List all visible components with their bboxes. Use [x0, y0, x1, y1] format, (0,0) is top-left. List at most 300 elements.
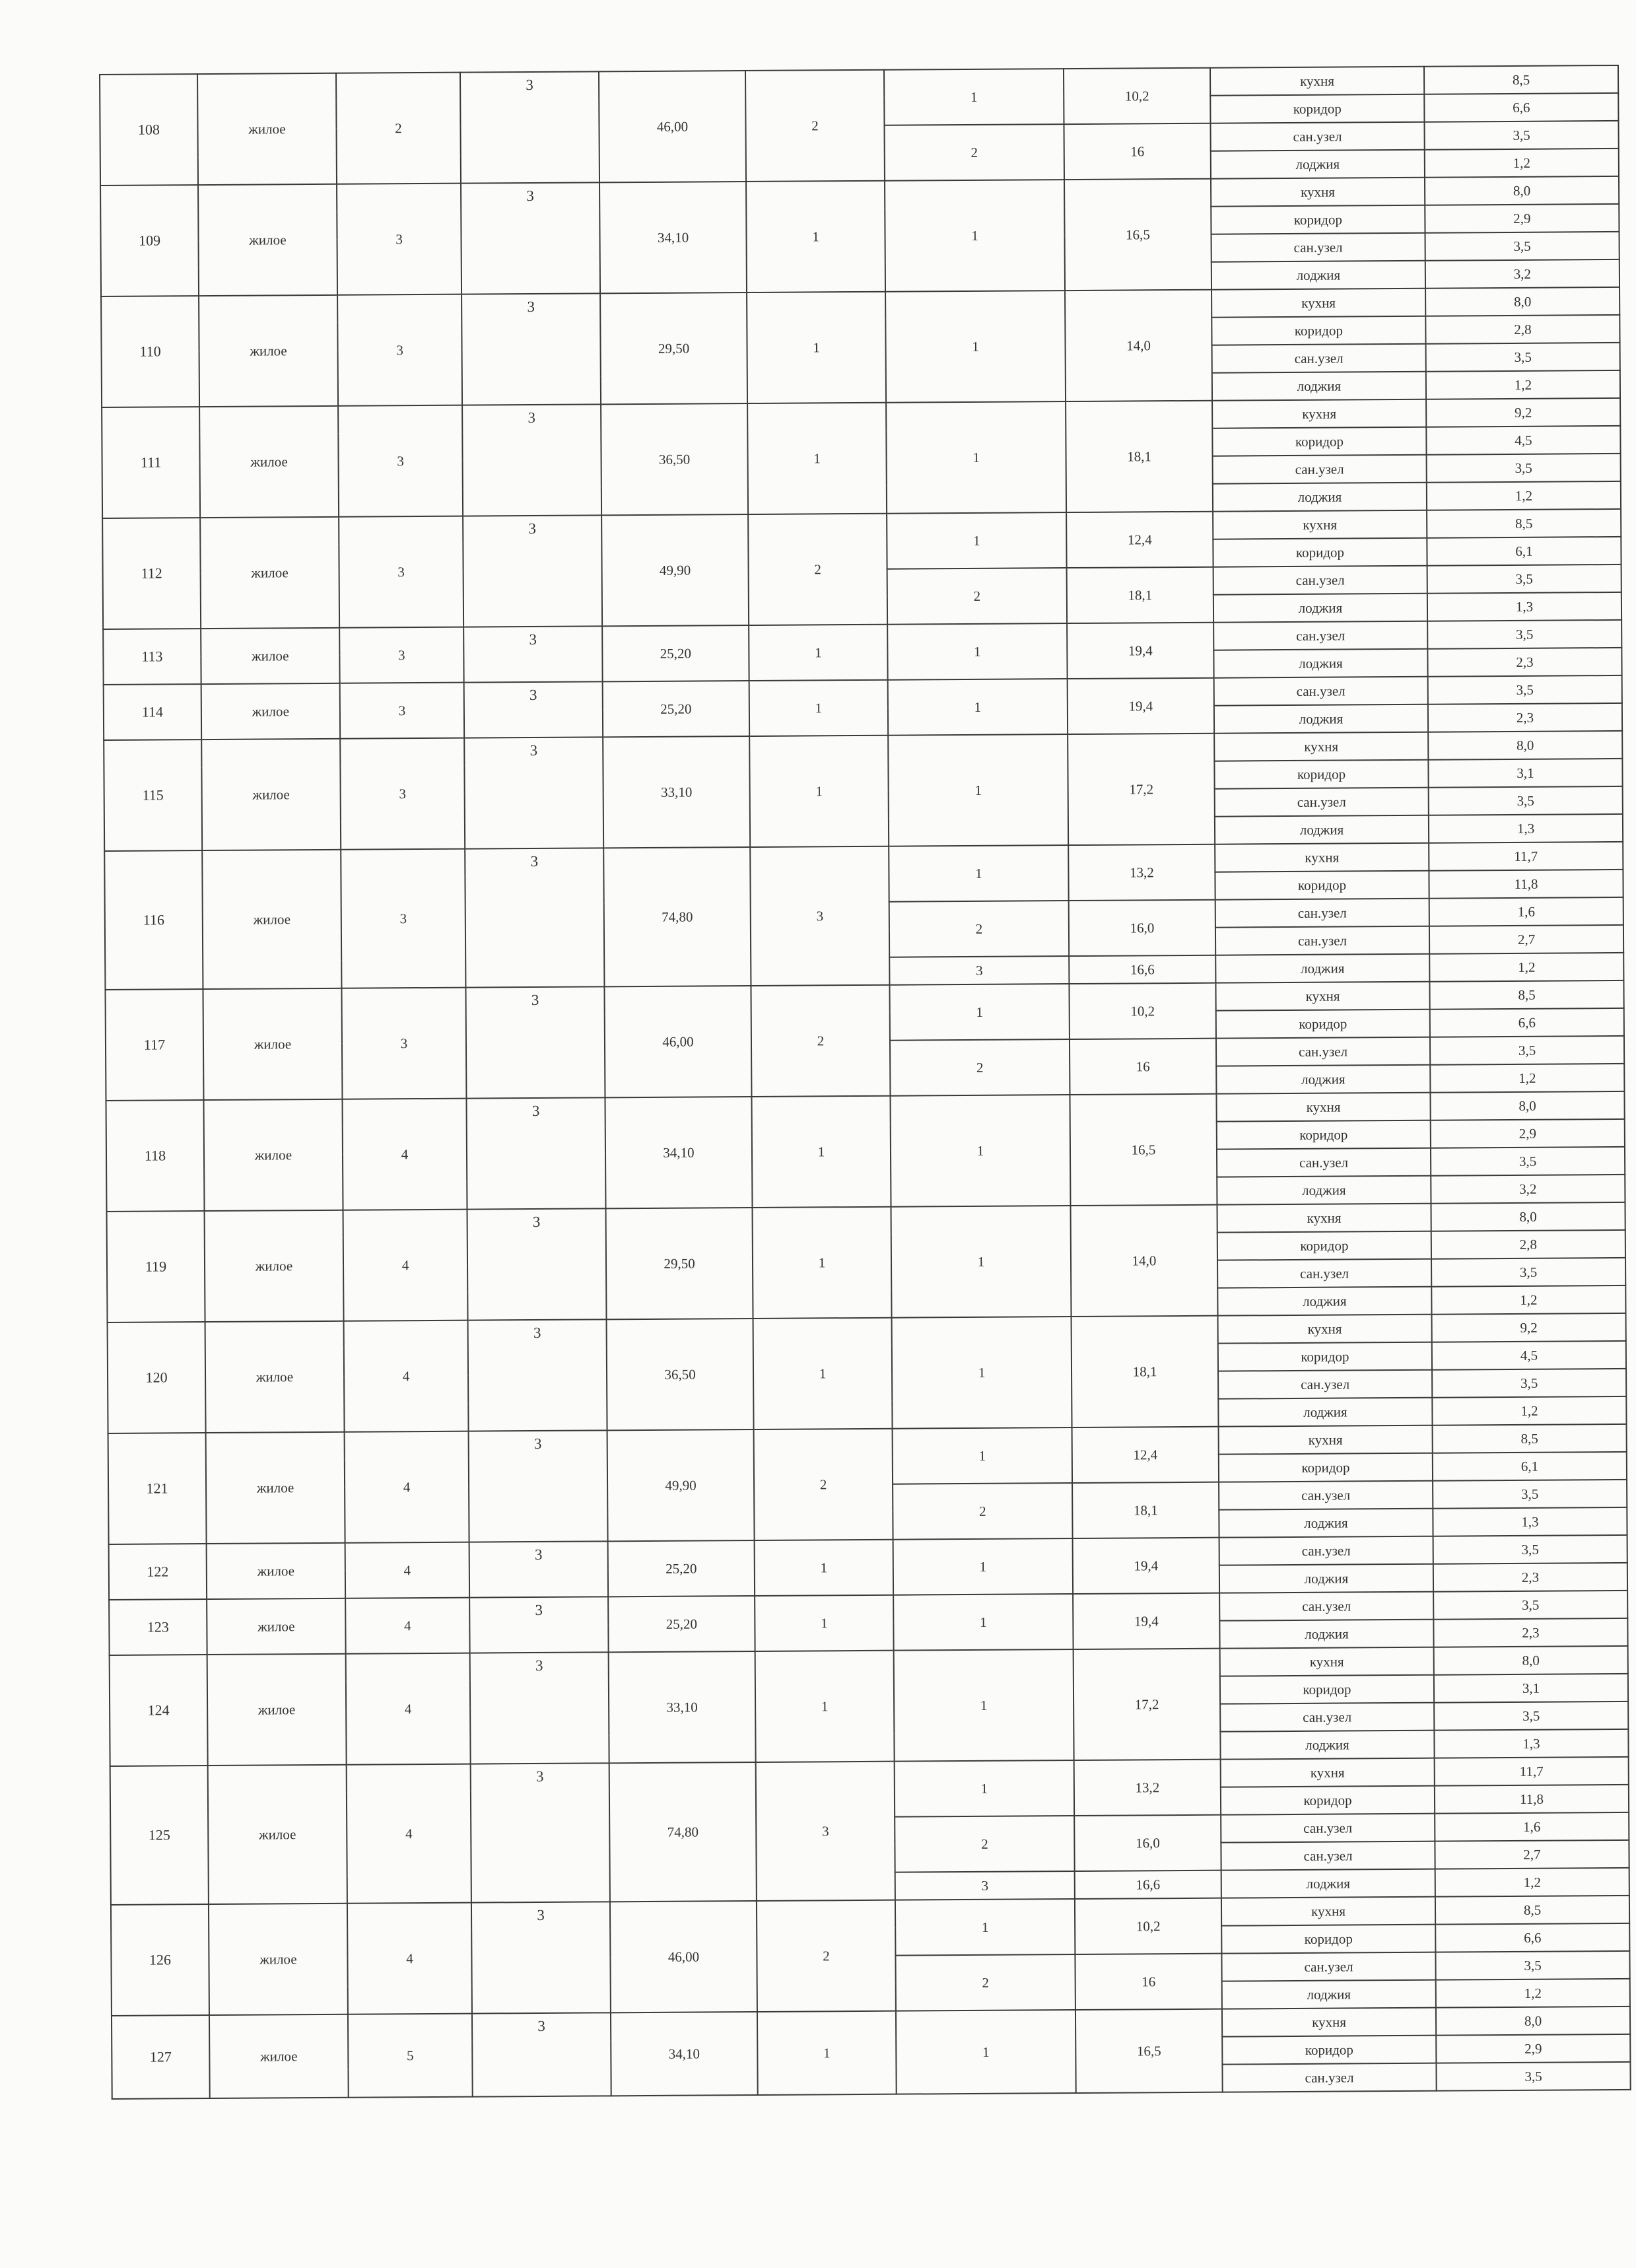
aux-room-name: лоджия	[1211, 150, 1425, 179]
aux-room-area: 2,3	[1433, 1618, 1627, 1647]
aux-room-name: коридор	[1221, 1786, 1435, 1815]
room-number: 1	[896, 2010, 1076, 2094]
room-area: 14,0	[1070, 1205, 1217, 1317]
apartments-table	[99, 65, 1631, 2100]
aux-room-area: 2,3	[1428, 703, 1622, 732]
floors-count: 3	[469, 1430, 608, 1542]
rooms-count: 1	[755, 1540, 894, 1596]
premises-type: жилое	[197, 73, 337, 185]
aux-room-area: 2,9	[1436, 2034, 1630, 2063]
aux-room-name: сан.узел	[1222, 2063, 1436, 2092]
room-number: 2	[893, 1483, 1073, 1540]
room-area: 16,6	[1075, 1871, 1221, 1899]
apartment-number: 113	[103, 629, 201, 685]
total-area: 33,10	[603, 736, 750, 848]
floor-number: 4	[342, 1099, 467, 1210]
premises-type: жилое	[207, 1543, 346, 1599]
aux-room-area: 3,5	[1427, 565, 1621, 594]
total-area: 74,80	[603, 847, 751, 986]
rooms-count: 1	[749, 625, 888, 681]
room-number: 1	[888, 679, 1068, 736]
floor-number: 3	[339, 627, 464, 683]
floor-number: 3	[337, 294, 462, 406]
room-number: 1	[895, 1899, 1075, 1956]
aux-room-area: 2,9	[1425, 204, 1619, 233]
room-number: 1	[895, 1760, 1075, 1817]
aux-room-area: 3,1	[1434, 1674, 1628, 1703]
aux-room-area: 2,8	[1431, 1230, 1625, 1259]
aux-room-area: 6,1	[1427, 537, 1621, 566]
aux-room-area: 1,2	[1431, 1286, 1625, 1315]
room-area: 10,2	[1075, 1898, 1222, 1954]
apartment-number: 117	[105, 989, 203, 1101]
aux-room-area: 11,8	[1435, 1785, 1629, 1814]
room-area: 12,4	[1072, 1427, 1219, 1483]
room-area: 16,6	[1069, 955, 1215, 984]
total-area: 25,20	[608, 1540, 755, 1597]
aux-room-name: сан.узел	[1211, 233, 1425, 262]
aux-room-name: кухня	[1211, 289, 1425, 318]
aux-room-area: 1,2	[1429, 953, 1623, 982]
aux-room-area: 3,5	[1428, 675, 1622, 704]
rooms-count: 2	[745, 70, 885, 182]
aux-room-name: лоджия	[1217, 1287, 1431, 1316]
floors-count: 3	[470, 1652, 609, 1764]
premises-type: жилое	[207, 1598, 346, 1655]
aux-room-area: 2,3	[1427, 648, 1621, 677]
aux-room-name: сан.узел	[1210, 122, 1424, 151]
room-area: 14,0	[1065, 290, 1212, 401]
apartment-number: 115	[104, 739, 202, 851]
room-number: 2	[884, 124, 1064, 181]
aux-room-name: лоджия	[1219, 1509, 1433, 1538]
aux-room-name: кухня	[1216, 1093, 1430, 1122]
aux-room-name: сан.узел	[1221, 1952, 1435, 1981]
apartment-number: 116	[104, 850, 203, 990]
total-area: 25,20	[608, 1596, 755, 1652]
aux-room-area: 4,5	[1432, 1341, 1626, 1370]
aux-room-area: 3,5	[1433, 1535, 1627, 1564]
floor-number: 3	[341, 849, 465, 988]
room-number: 1	[889, 984, 1070, 1041]
aux-room-area: 1,3	[1433, 1507, 1627, 1536]
rooms-count: 1	[749, 680, 889, 736]
aux-room-area: 2,7	[1435, 1840, 1629, 1869]
rooms-count: 1	[755, 1595, 894, 1651]
total-area: 49,90	[607, 1429, 755, 1541]
total-area: 34,10	[611, 2012, 758, 2096]
rooms-count: 2	[757, 1900, 896, 2012]
aux-room-area: 11,8	[1429, 870, 1623, 899]
aux-room-area: 1,2	[1427, 481, 1621, 510]
room-area: 19,4	[1067, 623, 1214, 679]
aux-room-area: 8,0	[1425, 287, 1619, 316]
aux-room-area: 9,2	[1426, 398, 1620, 427]
aux-room-area: 8,0	[1436, 2007, 1630, 2036]
floor-number: 3	[338, 405, 463, 517]
aux-room-name: сан.узел	[1217, 1148, 1431, 1177]
premises-type: жилое	[201, 628, 340, 684]
aux-room-name: сан.узел	[1216, 1037, 1430, 1066]
aux-room-name: кухня	[1215, 982, 1429, 1011]
apartment-number: 124	[110, 1655, 208, 1766]
rooms-count: 1	[753, 1207, 892, 1319]
aux-room-area: 1,2	[1430, 1064, 1624, 1093]
aux-room-area: 8,0	[1431, 1202, 1625, 1231]
aux-room-area: 3,5	[1433, 1591, 1627, 1620]
aux-room-name: лоджия	[1212, 372, 1426, 401]
floor-number: 4	[343, 1210, 468, 1321]
floors-count: 3	[471, 1902, 611, 2013]
aux-room-name: лоджия	[1220, 1731, 1434, 1760]
floors-count: 3	[467, 1208, 607, 1320]
total-area: 33,10	[609, 1651, 756, 1763]
floor-number: 4	[346, 1653, 471, 1765]
aux-room-area: 1,2	[1435, 1868, 1629, 1897]
aux-room-area: 1,2	[1432, 1396, 1626, 1426]
floors-count: 3	[463, 515, 602, 627]
room-number: 1	[885, 180, 1065, 292]
aux-room-name: лоджия	[1219, 1620, 1433, 1649]
total-area: 25,20	[603, 681, 750, 737]
rooms-count: 1	[755, 1651, 895, 1762]
aux-room-area: 3,2	[1425, 259, 1619, 289]
apartment-number: 112	[102, 518, 201, 629]
total-area: 29,50	[600, 292, 747, 404]
aux-room-area: 9,2	[1432, 1313, 1626, 1342]
total-area: 36,50	[601, 403, 748, 515]
room-number: 1	[891, 1206, 1072, 1318]
total-area: 49,90	[601, 514, 749, 626]
premises-type: жилое	[205, 1321, 345, 1433]
rooms-count: 1	[747, 403, 887, 514]
apartment-number: 109	[100, 185, 199, 296]
apartment-number: 123	[109, 1599, 207, 1655]
room-area: 13,2	[1074, 1760, 1221, 1816]
room-area: 19,4	[1073, 1538, 1220, 1594]
room-number: 2	[895, 1816, 1075, 1873]
apartment-number: 110	[101, 296, 199, 407]
aux-room-area: 8,5	[1433, 1424, 1627, 1453]
room-area: 19,4	[1073, 1593, 1220, 1649]
aux-room-name: сан.узел	[1215, 899, 1429, 928]
floors-count: 3	[471, 1763, 610, 1902]
rooms-count: 3	[750, 846, 889, 986]
aux-room-name: кухня	[1218, 1315, 1432, 1344]
rooms-count: 1	[757, 2011, 897, 2095]
aux-room-area: 4,5	[1426, 426, 1620, 455]
room-number: 2	[890, 1039, 1070, 1096]
aux-room-area: 8,0	[1425, 176, 1619, 205]
rooms-count: 2	[754, 1429, 893, 1540]
rooms-count: 1	[749, 736, 889, 847]
aux-room-area: 8,5	[1429, 980, 1623, 1010]
aux-room-name: коридор	[1221, 1925, 1435, 1954]
aux-room-area: 8,0	[1434, 1646, 1628, 1675]
premises-type: жилое	[198, 184, 337, 296]
aux-room-name: кухня	[1222, 2008, 1436, 2037]
apartment-number: 108	[100, 74, 198, 186]
rooms-count: 2	[748, 514, 887, 625]
floor-number: 3	[340, 683, 465, 739]
rooms-count: 1	[751, 1096, 891, 1208]
aux-room-area: 1,6	[1429, 897, 1623, 926]
total-area: 46,00	[599, 71, 746, 182]
floors-count: 3	[466, 1097, 605, 1209]
aux-room-name: лоджия	[1214, 704, 1428, 734]
apartment-number: 126	[111, 1904, 209, 2016]
premises-type: жилое	[208, 1765, 347, 1904]
rooms-count: 3	[756, 1762, 895, 1901]
room-area: 17,2	[1068, 734, 1215, 845]
aux-room-name: сан.узел	[1219, 1536, 1433, 1565]
apartment-number: 114	[104, 684, 202, 740]
rooms-count: 1	[753, 1318, 893, 1429]
aux-room-area: 6,6	[1430, 1008, 1624, 1037]
room-number: 3	[889, 956, 1069, 985]
rooms-count: 2	[751, 985, 890, 1097]
aux-room-area: 3,5	[1424, 121, 1618, 150]
aux-room-name: лоджия	[1213, 483, 1427, 512]
aux-room-area: 8,5	[1435, 1896, 1629, 1925]
floors-count: 3	[463, 626, 603, 682]
aux-room-name: сан.узел	[1213, 566, 1427, 595]
room-area: 16	[1064, 123, 1211, 180]
aux-room-area: 1,2	[1425, 149, 1619, 178]
aux-room-name: лоджия	[1222, 1980, 1436, 2009]
floor-number: 4	[345, 1431, 469, 1543]
apartment-number: 118	[106, 1100, 204, 1212]
aux-room-name: коридор	[1215, 871, 1429, 900]
aux-room-name: кухня	[1217, 1204, 1431, 1233]
floors-count: 3	[469, 1541, 609, 1597]
floors-count: 3	[464, 681, 603, 738]
premises-type: жилое	[209, 1904, 348, 2015]
aux-room-area: 3,2	[1431, 1175, 1625, 1204]
aux-room-area: 3,5	[1435, 1951, 1629, 1980]
room-number: 1	[893, 1427, 1073, 1484]
room-number: 2	[889, 901, 1070, 957]
premises-type: жилое	[200, 517, 339, 629]
floors-count: 3	[461, 293, 601, 405]
aux-room-name: коридор	[1217, 1120, 1431, 1150]
aux-room-name: лоджия	[1213, 594, 1427, 623]
floors-count: 3	[460, 71, 599, 183]
floors-count: 3	[461, 182, 600, 294]
room-number: 1	[893, 1594, 1074, 1651]
aux-room-name: лоджия	[1213, 649, 1427, 678]
floors-count: 3	[462, 404, 601, 516]
aux-room-area: 2,9	[1431, 1119, 1625, 1148]
premises-type: жилое	[199, 295, 338, 407]
room-number: 1	[887, 623, 1068, 680]
apartment-number: 125	[110, 1766, 209, 1905]
aux-room-name: лоджия	[1215, 815, 1429, 844]
total-area: 46,00	[604, 986, 751, 1097]
aux-room-name: сан.узел	[1215, 788, 1429, 817]
aux-room-area: 6,6	[1435, 1923, 1629, 1952]
aux-room-name: лоджия	[1221, 1869, 1435, 1898]
floor-number: 3	[340, 738, 465, 850]
room-number: 1	[889, 845, 1069, 902]
premises-type: жилое	[203, 1099, 343, 1211]
aux-room-area: 8,5	[1424, 65, 1618, 94]
aux-room-area: 3,5	[1427, 454, 1621, 483]
aux-room-name: коридор	[1214, 760, 1428, 789]
premises-type: жилое	[201, 739, 341, 850]
floors-count: 3	[464, 737, 603, 848]
room-area: 10,2	[1064, 68, 1211, 124]
room-area: 10,2	[1069, 983, 1216, 1039]
room-area: 16,5	[1070, 1094, 1217, 1206]
aux-room-name: сан.узел	[1221, 1841, 1435, 1871]
room-area: 18,1	[1072, 1482, 1219, 1538]
aux-room-name: кухня	[1213, 510, 1427, 539]
aux-room-name: кухня	[1219, 1426, 1433, 1455]
room-number: 3	[895, 1871, 1075, 1900]
aux-room-name: лоджия	[1219, 1564, 1433, 1593]
room-area: 16,5	[1064, 179, 1211, 291]
room-number: 1	[894, 1649, 1074, 1762]
room-number: 2	[895, 1954, 1075, 2011]
room-area: 17,2	[1074, 1649, 1221, 1760]
aux-room-area: 1,2	[1426, 370, 1620, 399]
total-area: 29,50	[606, 1208, 753, 1319]
floors-count: 3	[469, 1597, 609, 1653]
aux-room-name: сан.узел	[1215, 926, 1429, 955]
room-number: 1	[884, 69, 1064, 125]
room-area: 16,0	[1074, 1815, 1221, 1871]
aux-room-name: сан.узел	[1218, 1370, 1432, 1399]
aux-room-area: 3,5	[1427, 620, 1621, 649]
total-area: 34,10	[605, 1097, 752, 1208]
room-number: 1	[892, 1317, 1072, 1429]
floor-number: 4	[345, 1542, 470, 1598]
floors-count: 3	[465, 848, 604, 987]
apartment-number: 119	[107, 1211, 205, 1323]
room-number: 1	[893, 1538, 1074, 1595]
aux-room-name: сан.узел	[1219, 1592, 1433, 1621]
aux-room-area: 3,1	[1428, 759, 1622, 788]
rooms-count: 1	[747, 292, 886, 403]
aux-room-area: 3,5	[1425, 232, 1619, 261]
floor-number: 4	[345, 1598, 470, 1654]
floor-number: 2	[336, 73, 461, 184]
room-area: 16	[1070, 1039, 1217, 1095]
aux-room-area: 2,3	[1433, 1563, 1627, 1592]
aux-room-area: 1,2	[1436, 1979, 1630, 2008]
aux-room-name: коридор	[1218, 1342, 1432, 1371]
aux-room-area: 3,5	[1430, 1036, 1624, 1065]
aux-room-area: 1,3	[1429, 814, 1623, 843]
premises-type: жилое	[202, 850, 341, 989]
premises-type: жилое	[201, 683, 341, 739]
premises-type: жилое	[203, 988, 342, 1100]
floors-count: 3	[465, 986, 605, 1098]
floor-number: 5	[348, 2014, 473, 2098]
aux-room-name: кухня	[1211, 178, 1425, 207]
aux-room-name: коридор	[1213, 538, 1427, 567]
aux-room-area: 8,0	[1428, 731, 1622, 760]
aux-room-name: коридор	[1220, 1675, 1434, 1704]
aux-room-area: 3,5	[1426, 343, 1620, 372]
total-area: 74,80	[609, 1762, 757, 1902]
aux-room-name: лоджия	[1217, 1176, 1431, 1205]
aux-room-name: лоджия	[1215, 954, 1429, 983]
aux-room-area: 11,7	[1435, 1757, 1629, 1786]
aux-room-name: сан.узел	[1212, 344, 1426, 373]
aux-room-area: 8,0	[1430, 1091, 1624, 1120]
apartment-number: 120	[108, 1322, 206, 1433]
aux-room-name: сан.узел	[1221, 1814, 1435, 1843]
aux-room-name: кухня	[1214, 732, 1428, 761]
total-area: 46,00	[610, 1901, 757, 2012]
room-area: 18,1	[1067, 567, 1214, 623]
room-number: 1	[885, 291, 1066, 403]
aux-room-name: сан.узел	[1219, 1481, 1433, 1510]
aux-room-name: коридор	[1222, 2036, 1436, 2065]
aux-room-name: коридор	[1211, 316, 1425, 345]
premises-type: жилое	[199, 406, 339, 518]
aux-room-area: 2,8	[1425, 315, 1619, 344]
aux-room-area: 1,6	[1435, 1812, 1629, 1841]
aux-room-area: 3,5	[1429, 786, 1623, 815]
apartment-number: 127	[112, 2015, 210, 2099]
aux-room-name: кухня	[1220, 1647, 1434, 1676]
aux-room-name: кухня	[1221, 1897, 1435, 1926]
room-area: 16	[1075, 1954, 1222, 2010]
floor-number: 3	[339, 516, 463, 628]
floor-number: 3	[341, 988, 466, 1099]
aux-room-name: сан.узел	[1213, 621, 1427, 650]
room-number: 1	[887, 512, 1067, 569]
aux-room-name: кухня	[1221, 1758, 1435, 1787]
aux-room-area: 6,6	[1424, 93, 1618, 122]
floor-number: 4	[347, 1903, 472, 2014]
aux-room-name: кухня	[1215, 843, 1429, 872]
floor-number: 4	[347, 1764, 471, 1904]
apartment-number: 111	[102, 407, 200, 518]
aux-room-name: сан.узел	[1217, 1259, 1431, 1288]
aux-room-name: коридор	[1219, 1453, 1433, 1482]
aux-room-name: коридор	[1211, 205, 1425, 234]
floors-count: 3	[472, 2012, 611, 2096]
room-area: 12,4	[1066, 512, 1213, 568]
room-number: 2	[887, 568, 1068, 625]
floors-count: 3	[468, 1319, 607, 1431]
room-area: 13,2	[1068, 844, 1215, 901]
room-number: 1	[886, 401, 1066, 514]
aux-room-area: 3,5	[1432, 1369, 1626, 1398]
aux-room-name: коридор	[1216, 1010, 1430, 1039]
aux-room-area: 1,3	[1427, 592, 1621, 621]
apartment-number: 122	[109, 1544, 207, 1600]
room-number: 1	[890, 1095, 1070, 1207]
total-area: 34,10	[599, 182, 747, 293]
aux-room-name: сан.узел	[1214, 677, 1428, 706]
room-area: 18,1	[1066, 401, 1213, 512]
aux-room-name: кухня	[1210, 67, 1424, 96]
aux-room-area: 3,5	[1431, 1147, 1625, 1176]
aux-room-name: коридор	[1217, 1231, 1431, 1260]
floor-number: 3	[337, 184, 461, 295]
aux-room-name: лоджия	[1216, 1065, 1430, 1094]
aux-room-name: коридор	[1212, 427, 1426, 456]
aux-room-area: 6,1	[1433, 1452, 1627, 1481]
aux-room-area: 3,5	[1431, 1258, 1625, 1287]
total-area: 25,20	[602, 625, 749, 681]
aux-room-name: коридор	[1210, 94, 1424, 123]
